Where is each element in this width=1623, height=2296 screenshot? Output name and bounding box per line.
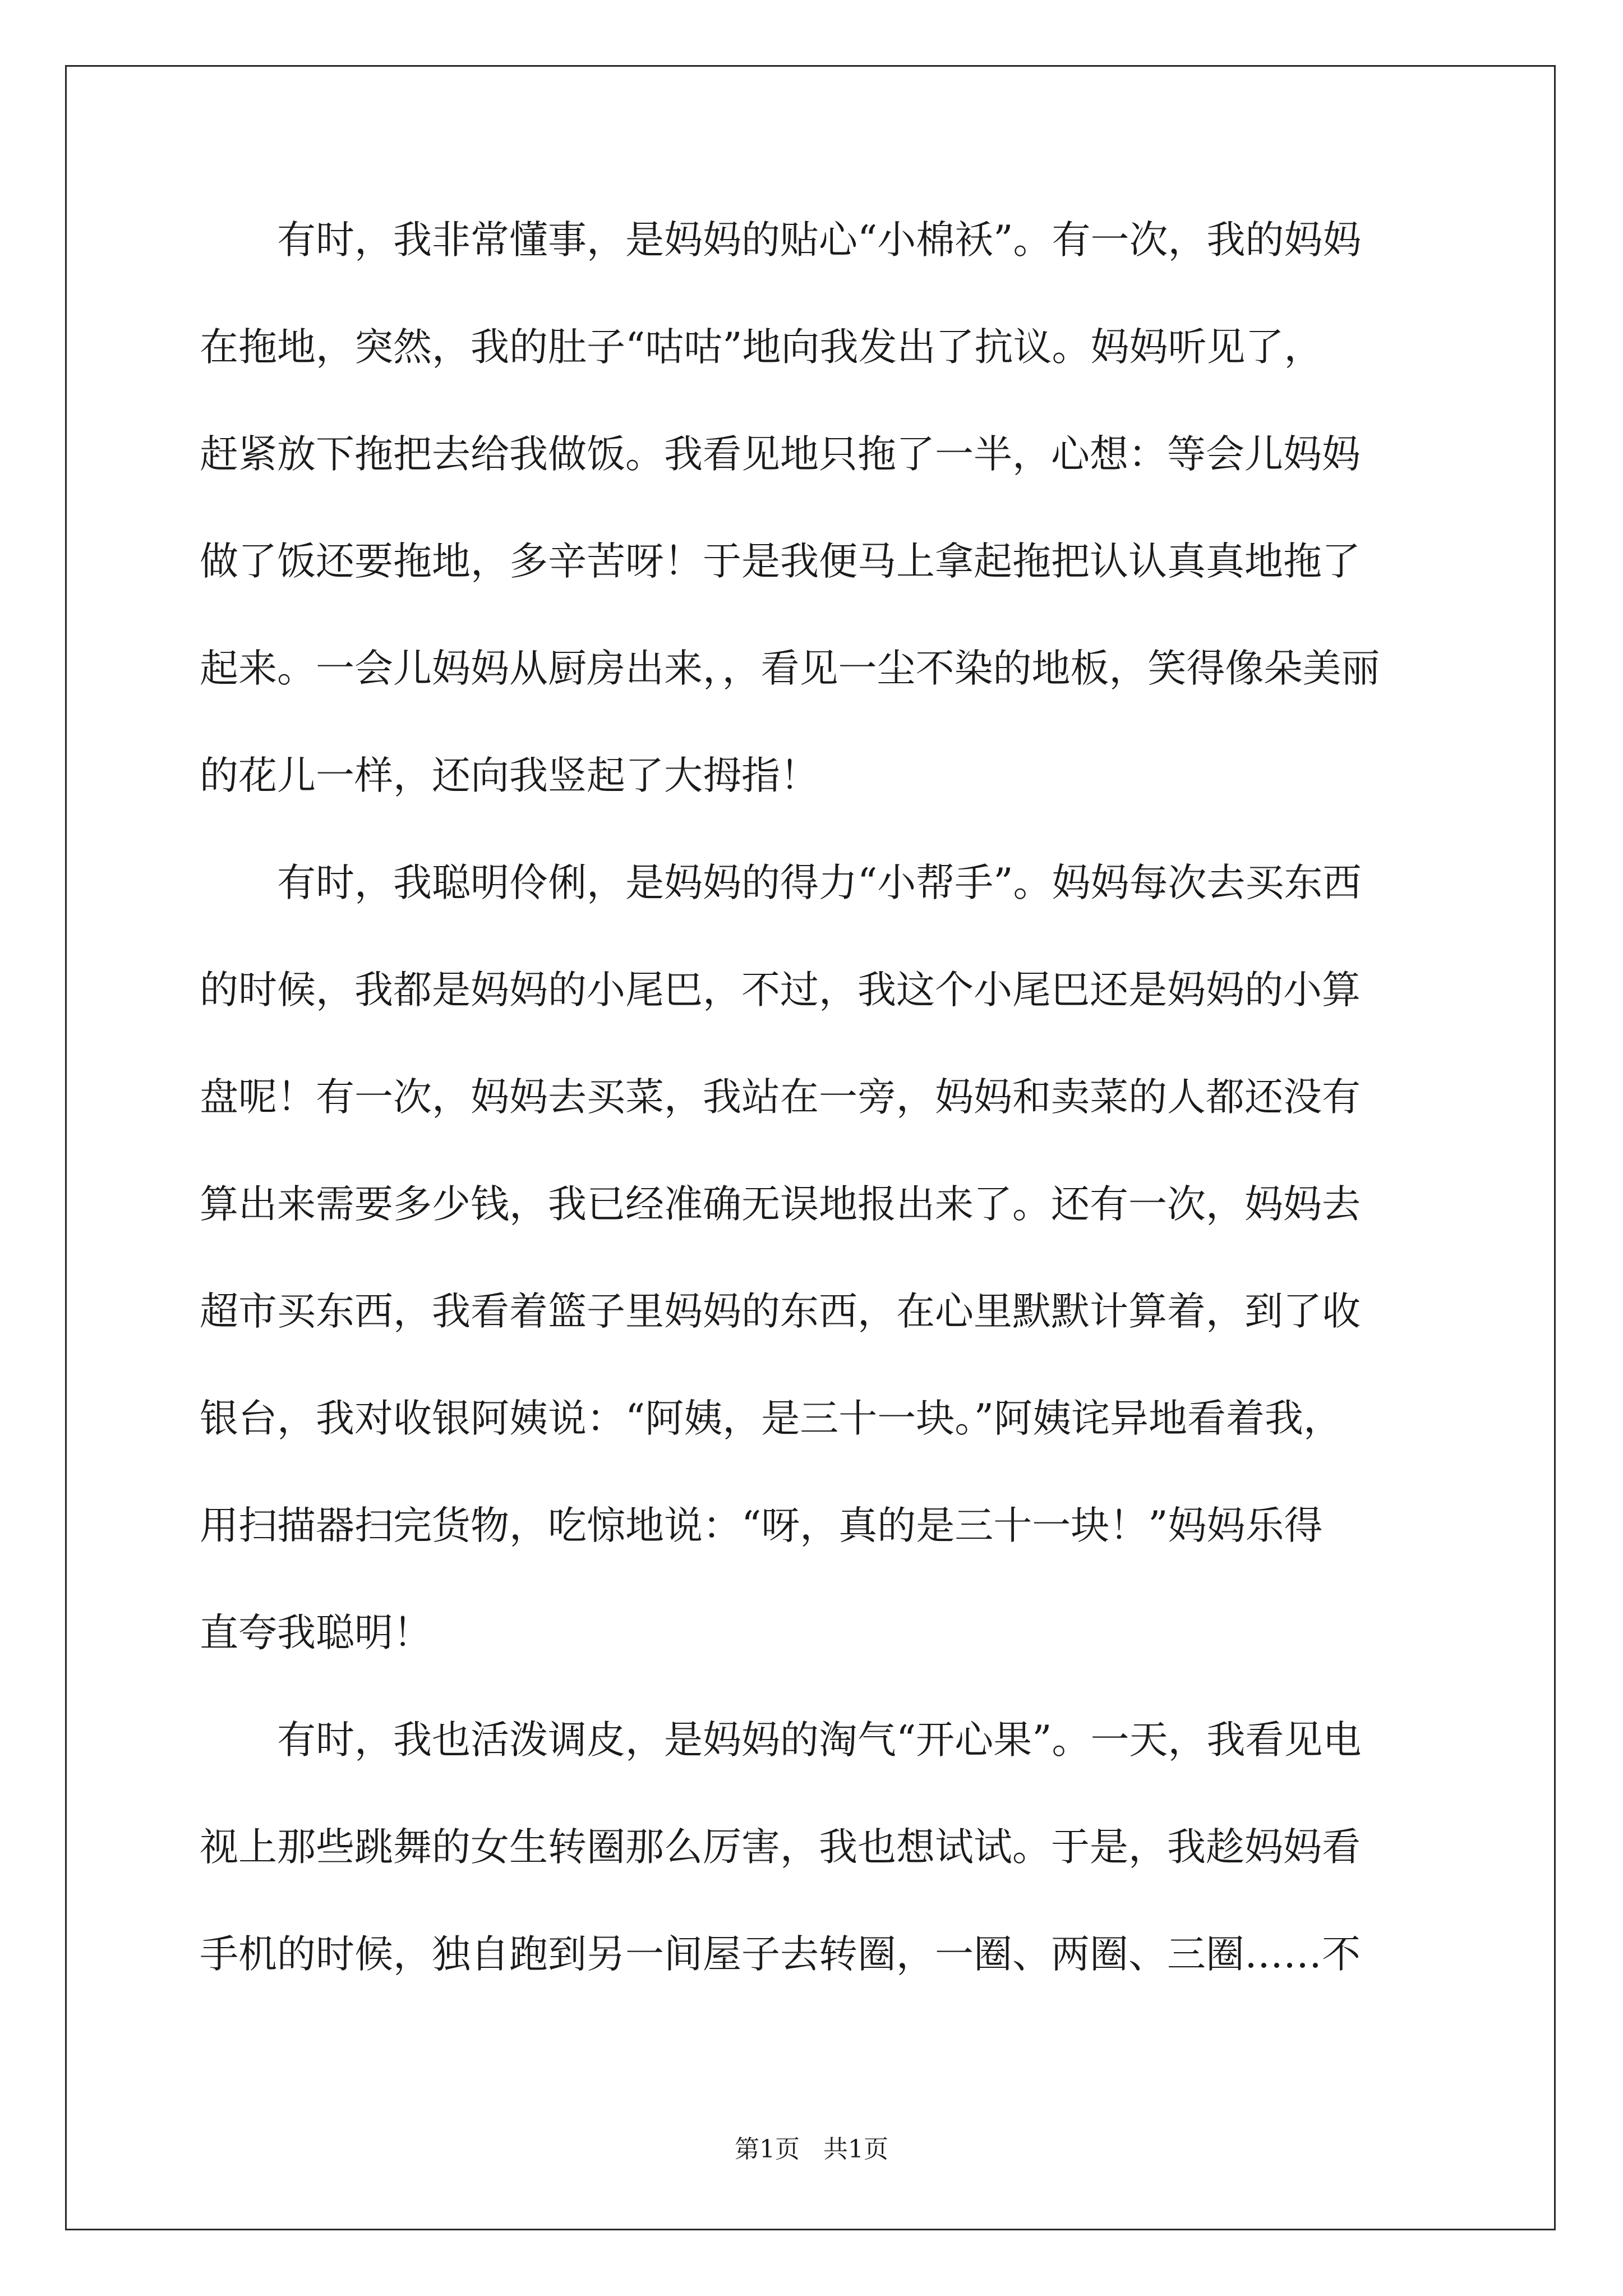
paragraph-line: 做了饭还要拖地，多辛苦呀！于是我便马上拿起拖把认认真真地拖了 [200,539,1361,584]
paragraph-line: 在拖地，突然，我的肚子“咕咕”地向我发出了抗议。妈妈听见了， [200,325,1323,370]
paragraph-line: 银台，我对收银阿姨说：“阿姨，是三十一块。”阿姨诧异地看着我， [200,1396,1343,1441]
page-footer: 第1页 共1页 [735,2135,888,2164]
paragraph-line: 赶紧放下拖把去给我做饭。我看见地只拖了一半，心想：等会儿妈妈 [200,432,1361,477]
paragraph-line: 的时候，我都是妈妈的小尾巴，不过，我这个小尾巴还是妈妈的小算 [200,968,1361,1013]
paragraph-line: 手机的时候，独自跑到另一间屋子去转圈，一圈、两圈、三圈……不 [200,1932,1361,1977]
paragraph-line: 有时，我也活泼调皮，是妈妈的淘气“开心果”。一天，我看见电 [277,1718,1362,1763]
paragraph-line: 直夸我聪明！ [200,1611,432,1655]
paragraph-line: 有时，我聪明伶俐，是妈妈的得力“小帮手”。妈妈每次去买东西 [277,861,1362,905]
paragraph-line: 视上那些跳舞的女生转圈那么厉害，我也想试试。于是，我趁妈妈看 [200,1825,1361,1870]
paragraph-line: 算出来需要多少钱，我已经准确无误地报出来了。还有一次，妈妈去 [200,1182,1361,1227]
paragraph-line: 盘呢！有一次，妈妈去买菜，我站在一旁，妈妈和卖菜的人都还没有 [200,1075,1361,1120]
paragraph-line: 的花儿一样，还向我竖起了大拇指！ [200,753,819,798]
paragraph-line: 起来。一会儿妈妈从厨房出来，，看见一尘不染的地板，笑得像朵美丽 [200,646,1380,691]
paragraph-line: 用扫描器扫完货物，吃惊地说：“呀，真的是三十一块！”妈妈乐得 [200,1503,1323,1548]
paragraph-line: 有时，我非常懂事，是妈妈的贴心“小棉袄”。有一次，我的妈妈 [277,218,1362,263]
page-border [65,65,1556,2230]
paragraph-line: 超市买东西，我看着篮子里妈妈的东西，在心里默默计算着，到了收 [200,1289,1361,1334]
